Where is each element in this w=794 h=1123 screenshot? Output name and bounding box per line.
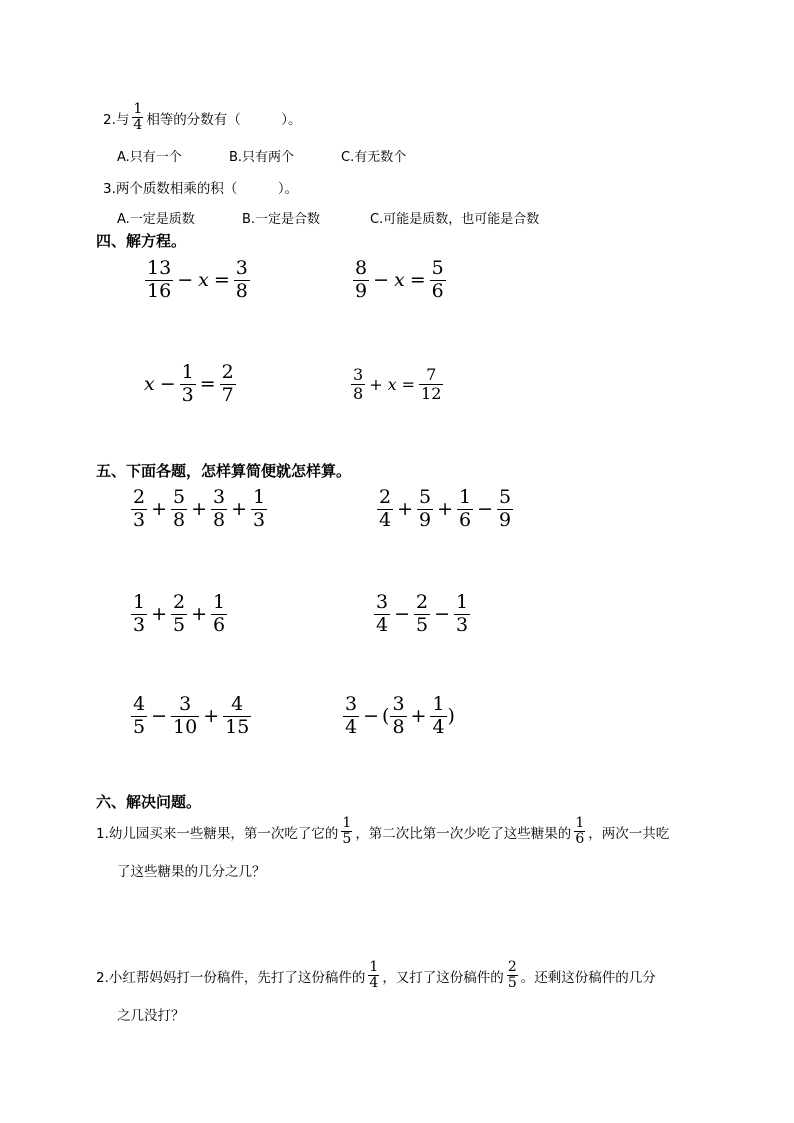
fraction: $\frac{2}{5}$ (416, 591, 429, 636)
fraction: $\frac{2}{3}$ (133, 486, 146, 531)
question-2-fraction: 1 4 (133, 101, 143, 134)
question-3-option-a[interactable]: A.一定是质数 (117, 212, 195, 227)
fraction: $\frac{5}{6}$ (431, 257, 444, 302)
fraction: $\frac{3}{8}$ (235, 257, 248, 302)
fraction: $\frac{7}{12}$ (421, 365, 442, 404)
fraction: $\frac{3}{10}$ (173, 693, 198, 738)
fraction: $\frac{4}{15}$ (225, 693, 250, 738)
fraction: $\frac{2}{5}$ (173, 591, 186, 636)
fraction: $\frac{1}{4}$ (432, 693, 445, 738)
word-problem-2: 2.小红帮妈妈打一份稿件，先打了这份稿件的 1 4 ，又打了这份稿件的 2 5 。还剩这份稿件的几分 (96, 959, 656, 992)
fraction: $\frac{3}{8}$ (213, 486, 226, 531)
question-2-option-b[interactable]: B.只有两个 (229, 150, 295, 165)
fraction: 1 5 (342, 815, 352, 848)
fraction: $\frac{1}{3}$ (253, 486, 266, 531)
question-3: 3.两个质数相乘的积（ ）。 (103, 181, 299, 197)
fraction: $\frac{1}{6}$ (459, 486, 472, 531)
question-2-option-a[interactable]: A.只有一个 (117, 150, 182, 165)
fraction: $\frac{5}{8}$ (173, 486, 186, 531)
expression-1: $\frac{2}{3}$ + $\frac{5}{8}$ + $\frac{3}{8}$ + $\frac{1}{3}$ (133, 486, 266, 531)
fraction: $\frac{5}{9}$ (419, 486, 432, 531)
fraction: $\frac{3}{4}$ (345, 693, 358, 738)
fraction: 1 6 (575, 815, 585, 848)
fraction: $\frac{2}{7}$ (221, 361, 234, 406)
expression-2: $\frac{2}{4}$ + $\frac{5}{9}$ + $\frac{1}{6}$ − $\frac{5}{9}$ (379, 486, 512, 531)
question-3-option-c[interactable]: C.可能是质数，也可能是合数 (370, 212, 540, 227)
expression-6: $\frac{3}{4}$ − ( $\frac{3}{8}$ + $\frac{1}{4}$ ) (345, 693, 455, 738)
fraction: $\frac{8}{9}$ (355, 257, 368, 302)
expression-3: $\frac{1}{3}$ + $\frac{2}{5}$ + $\frac{1}{6}$ (133, 591, 226, 636)
fraction: $\frac{3}{8}$ (353, 365, 364, 404)
equation-1: $\frac{13}{16}$ − x = $\frac{3}{8}$ (147, 257, 248, 302)
fraction: $\frac{3}{4}$ (376, 591, 389, 636)
word-problem-1: 1.幼儿园买来一些糖果，第一次吃了它的 1 5 ，第二次比第一次少吃了这些糖果的 1 6 ，两次一共吃 (96, 815, 670, 848)
fraction: $\frac{13}{16}$ (147, 257, 172, 302)
fraction: $\frac{1}{3}$ (456, 591, 469, 636)
word-problem-2-line-2: 之几没打？ (117, 1008, 185, 1024)
question-2-option-c[interactable]: C.有无数个 (341, 150, 407, 165)
fraction: $\frac{1}{6}$ (213, 591, 226, 636)
section-4-title: 四、解方程。 (96, 232, 187, 250)
equation-4: $\frac{3}{8}$ + x = $\frac{7}{12}$ (353, 365, 442, 404)
fraction: $\frac{1}{3}$ (133, 591, 146, 636)
fraction: $\frac{3}{8}$ (392, 693, 405, 738)
fraction: $\frac{1}{3}$ (181, 361, 194, 406)
equation-3: x − $\frac{1}{3}$ = $\frac{2}{7}$ (144, 361, 234, 406)
section-6-title: 六、解决问题。 (96, 793, 202, 811)
question-3-option-b[interactable]: B.一定是合数 (242, 212, 321, 227)
section-5-title: 五、下面各题，怎样算简便就怎样算。 (96, 462, 352, 480)
fraction: $\frac{2}{4}$ (379, 486, 392, 531)
fraction: 2 5 (507, 959, 517, 992)
question-2 (103, 102, 302, 134)
equation-2: $\frac{8}{9}$ − x = $\frac{5}{6}$ (355, 257, 444, 302)
word-problem-1-line-2: 了这些糖果的几分之几？ (117, 864, 266, 880)
question-2-prefix: 2.与 (103, 111, 130, 128)
fraction: $\frac{5}{9}$ (499, 486, 512, 531)
question-2-suffix: 相等的分数有（ ）。 (146, 111, 302, 128)
fraction: $\frac{4}{5}$ (133, 693, 146, 738)
expression-4: $\frac{3}{4}$ − $\frac{2}{5}$ − $\frac{1}{3}$ (376, 591, 469, 636)
fraction: 1 4 (369, 959, 379, 992)
expression-5: $\frac{4}{5}$ − $\frac{3}{10}$ + $\frac{4}{15}$ (133, 693, 250, 738)
